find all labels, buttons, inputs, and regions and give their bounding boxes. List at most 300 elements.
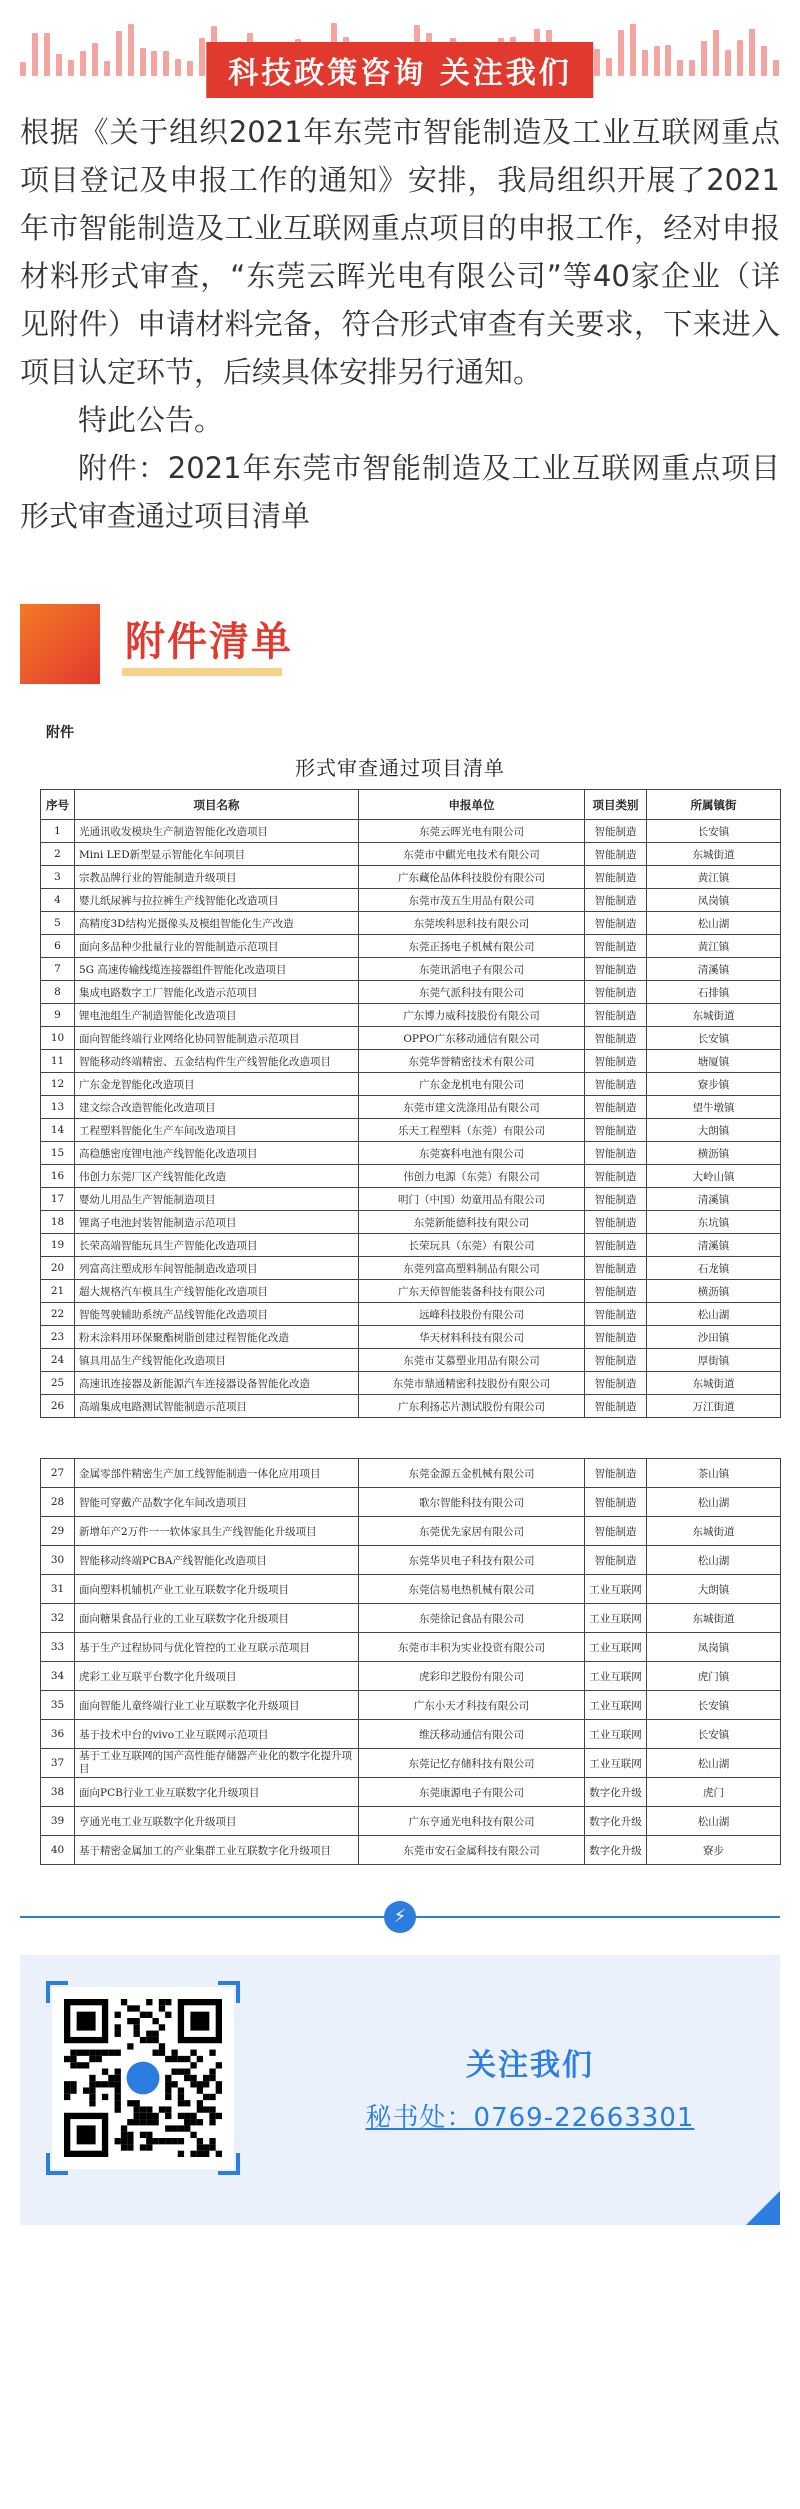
table-cell: 37 — [41, 1749, 75, 1778]
corner-accent — [746, 2191, 780, 2225]
table-row — [41, 1604, 781, 1633]
table-cell: 光通讯收发模块生产制造智能化改造项目 — [75, 820, 359, 843]
table-cell: 27 — [41, 1459, 75, 1488]
table-row — [41, 1280, 781, 1303]
table-row — [41, 981, 781, 1004]
divider — [0, 1887, 800, 1947]
table-cell: 东城街道 — [647, 1372, 781, 1395]
table-cell: 东莞记忆存储科技有限公司 — [359, 1749, 585, 1778]
table-cell: 16 — [41, 1165, 75, 1188]
table-cell: 面向多品种少批量行业的智能制造示范项目 — [75, 935, 359, 958]
table-cell: 大朗镇 — [647, 1119, 781, 1142]
decorative-bar — [175, 59, 181, 76]
header-banner — [0, 0, 800, 100]
table-cell: 东城街道 — [647, 1517, 781, 1546]
table-cell: 21 — [41, 1280, 75, 1303]
table-row — [41, 912, 781, 935]
table-cell: 32 — [41, 1604, 75, 1633]
table-cell: 东莞市鼎通精密科技股份有限公司 — [359, 1372, 585, 1395]
table-cell: 维沃移动通信有限公司 — [359, 1720, 585, 1749]
table-cell: 智能制造 — [585, 1027, 647, 1050]
table-row — [41, 1749, 781, 1778]
table-cell: 横沥镇 — [647, 1280, 781, 1303]
table-cell: 7 — [41, 958, 75, 981]
table-cell: 智能制造 — [585, 1073, 647, 1096]
table-cell: 20 — [41, 1257, 75, 1280]
table-cell: 锂电池组生产制造智能化改造项目 — [75, 1004, 359, 1027]
section-title: 附件清单 — [125, 619, 293, 665]
table-row — [41, 1188, 781, 1211]
table-cell: 24 — [41, 1349, 75, 1372]
decorative-bar — [80, 51, 86, 76]
table-cell: 东莞华誉精密技术有限公司 — [359, 1050, 585, 1073]
table-cell: 5G 高速传输线缆连接器组件智能化改造项目 — [75, 958, 359, 981]
table-cell: 28 — [41, 1488, 75, 1517]
table-cell: 智能移动终端精密、五金结构件生产线智能化改造项目 — [75, 1050, 359, 1073]
table-cell: 高速讯连接器及新能源汽车连接器设备智能化改造 — [75, 1372, 359, 1395]
table-cell: 工业互联网 — [585, 1691, 647, 1720]
table-cell: 22 — [41, 1303, 75, 1326]
table-cell: 金属零部件精密生产加工线智能制造一体化应用项目 — [75, 1459, 359, 1488]
table-cell: 东莞信易电热机械有限公司 — [359, 1575, 585, 1604]
table-cell: 广东藏伦品体科技股份有限公司 — [359, 866, 585, 889]
table-cell: 智能制造 — [585, 958, 647, 981]
table-cell: 东莞市中麒光电技术有限公司 — [359, 843, 585, 866]
notice-line: 特此公告。 — [78, 403, 224, 437]
table-cell: 广东利扬芯片测试股份有限公司 — [359, 1395, 585, 1418]
table-cell: 高稳態密度锂电池产线智能化改造项目 — [75, 1142, 359, 1165]
table-cell: 松山湖 — [647, 1303, 781, 1326]
table-cell: 智能制造 — [585, 1234, 647, 1257]
table-cell: 智能制造 — [585, 1165, 647, 1188]
table-row — [41, 1778, 781, 1807]
table-cell: 东莞徐记食品有限公司 — [359, 1604, 585, 1633]
table-row — [41, 866, 781, 889]
table-cell: 智能制造 — [585, 1546, 647, 1575]
table-cell: 亨通光电工业互联数字化升级项目 — [75, 1807, 359, 1836]
table-cell: 长安镇 — [647, 1691, 781, 1720]
table-row — [41, 1691, 781, 1720]
table-row — [41, 1165, 781, 1188]
table-cell: 智能制造 — [585, 1211, 647, 1234]
table-cell: 东莞市安石金属科技有限公司 — [359, 1836, 585, 1865]
table-cell: 工程塑料智能化生产车间改造项目 — [75, 1119, 359, 1142]
table-cell: 智能驾驶辅助系统产品线智能化改造项目 — [75, 1303, 359, 1326]
table-cell: 长安镇 — [647, 820, 781, 843]
heading-underline — [122, 668, 282, 676]
decorative-bar — [737, 40, 743, 76]
column-header: 项目名称 — [75, 790, 359, 820]
table-cell: 东莞市艾慕塑业用品有限公司 — [359, 1349, 585, 1372]
table-cell: 工业互联网 — [585, 1633, 647, 1662]
table-cell: 40 — [41, 1836, 75, 1865]
table-cell: 智能制造 — [585, 866, 647, 889]
table-cell: 东莞康源电子有限公司 — [359, 1778, 585, 1807]
table-cell: 智能制造 — [585, 935, 647, 958]
decorative-bar — [630, 24, 636, 76]
project-table-continued — [40, 1458, 781, 1865]
table-cell: 23 — [41, 1326, 75, 1349]
table-cell: 智能制造 — [585, 1257, 647, 1280]
decorative-bar — [163, 51, 169, 76]
table-cell: 大朗镇 — [647, 1575, 781, 1604]
table-cell: 长荣高端智能玩具生产智能化改造项目 — [75, 1234, 359, 1257]
attachment-label: 附件 — [46, 725, 74, 741]
project-table — [40, 789, 781, 1418]
table-cell: 沙田镇 — [647, 1326, 781, 1349]
decorative-bar — [20, 62, 26, 76]
table-cell: 婴儿纸尿裤与拉拉裤生产线智能化改造项目 — [75, 889, 359, 912]
table-cell: 东城街道 — [647, 1004, 781, 1027]
table-cell: 智能制造 — [585, 1326, 647, 1349]
table-cell: 工业互联网 — [585, 1662, 647, 1691]
table-cell: 智能制造 — [585, 1280, 647, 1303]
table-row — [41, 1836, 781, 1865]
table-cell: 智能制造 — [585, 1349, 647, 1372]
table-cell: 5 — [41, 912, 75, 935]
table-cell: 39 — [41, 1807, 75, 1836]
table-row — [41, 1027, 781, 1050]
table-cell: 厚街镇 — [647, 1349, 781, 1372]
table-cell: 伟创力电源（东莞）有限公司 — [359, 1165, 585, 1188]
table-cell: 松山湖 — [647, 1749, 781, 1778]
table-cell: 11 — [41, 1050, 75, 1073]
table-cell: 广东天倬智能装备科技有限公司 — [359, 1280, 585, 1303]
intro-paragraph: 根据《关于组织2021年东莞市智能制造及工业互联网重点项目登记及申报工作的通知》安排，我局组织开展了2021年市智能制造及工业互联网重点项目的申报工作，经对申报材料形式审查，“东莞云晖光电有限公司”等40家企业（详见附件）申请材料完备，符合形式审查有关要求，下来进入项目认定环节，后续具体安排另行通知。 — [20, 115, 780, 389]
table-cell: 31 — [41, 1575, 75, 1604]
table-cell: 智能制造 — [585, 1096, 647, 1119]
table-cell: 智能可穿戴产品数字化车间改造项目 — [75, 1488, 359, 1517]
decorative-bar — [773, 60, 779, 76]
table-row — [41, 1050, 781, 1073]
table-cell: 智能制造 — [585, 1517, 647, 1546]
table-cell: 松山湖 — [647, 1807, 781, 1836]
table-cell: 东莞埃科思科技有限公司 — [359, 912, 585, 935]
decorative-bar — [151, 51, 157, 76]
table-cell: 数字化升级 — [585, 1778, 647, 1807]
table-cell: 智能制造 — [585, 1119, 647, 1142]
table-cell: 26 — [41, 1395, 75, 1418]
column-header: 项目类别 — [585, 790, 647, 820]
table-row — [41, 935, 781, 958]
table-cell: 婴幼儿用品生产智能制造项目 — [75, 1188, 359, 1211]
table-row — [41, 820, 781, 843]
table-cell: 33 — [41, 1633, 75, 1662]
column-header: 申报单位 — [359, 790, 585, 820]
table-cell: OPPO广东移动通信有限公司 — [359, 1027, 585, 1050]
decorative-bar — [606, 58, 612, 76]
table-cell: 超大规格汽车模具生产线智能化改造项目 — [75, 1280, 359, 1303]
table-cell: 明门（中国）幼童用品有限公司 — [359, 1188, 585, 1211]
table-row — [41, 1459, 781, 1488]
table-cell: 东莞列富高塑料制品有限公司 — [359, 1257, 585, 1280]
table-cell: 10 — [41, 1027, 75, 1050]
table-cell: 虎彩印艺股份有限公司 — [359, 1662, 585, 1691]
table-cell: 12 — [41, 1073, 75, 1096]
table-cell: 新增年产2万件一一软体家具生产线智能化升级项目 — [75, 1517, 359, 1546]
decorative-bar — [654, 46, 660, 76]
table-cell: 智能制造 — [585, 981, 647, 1004]
table-row — [41, 1720, 781, 1749]
table-cell: 智能制造 — [585, 1303, 647, 1326]
table-cell: 松山湖 — [647, 1546, 781, 1575]
table-cell: 长荣玩具（东莞）有限公司 — [359, 1234, 585, 1257]
table-cell: 建文综合改造智能化改造项目 — [75, 1096, 359, 1119]
table-cell: 东莞讯滔电子有限公司 — [359, 958, 585, 981]
table-cell: 8 — [41, 981, 75, 1004]
qr-code-icon[interactable] — [64, 1999, 222, 2157]
table-cell: 36 — [41, 1720, 75, 1749]
table-row — [41, 958, 781, 981]
attachment-document — [20, 722, 780, 1865]
table-row — [41, 1234, 781, 1257]
table-cell: 2 — [41, 843, 75, 866]
table-cell: 大岭山镇 — [647, 1165, 781, 1188]
section-heading — [0, 584, 800, 694]
table-cell: 长安镇 — [647, 1027, 781, 1050]
decorative-bar — [749, 29, 755, 76]
table-cell: 基于生产过程协同与优化管控的工业互联示范项目 — [75, 1633, 359, 1662]
qr-frame — [52, 1987, 234, 2169]
table-cell: 3 — [41, 866, 75, 889]
decorative-bar — [642, 50, 648, 76]
decorative-bar — [92, 43, 98, 76]
table-cell: 高精度3D结构光摄像头及模组智能化生产改造 — [75, 912, 359, 935]
secretariat-phone-link[interactable]: 秘书处：0769-22663301 — [365, 2103, 695, 2133]
decorative-bar — [56, 54, 62, 76]
table-cell: 乐天工程塑料（东莞）有限公司 — [359, 1119, 585, 1142]
table-cell: 基于精密金属加工的产业集群工业互联数字化升级项目 — [75, 1836, 359, 1865]
table-cell: 工业互联网 — [585, 1720, 647, 1749]
decorative-bar — [140, 48, 146, 76]
table-cell: 4 — [41, 889, 75, 912]
table-cell: 清溪镇 — [647, 1188, 781, 1211]
table-cell: 东莞正扬电子机械有限公司 — [359, 935, 585, 958]
decorative-bar — [594, 49, 600, 76]
table-cell: 34 — [41, 1662, 75, 1691]
table-cell: 东莞云晖光电有限公司 — [359, 820, 585, 843]
table-cell: 虎彩工业互联平台数字化升级项目 — [75, 1662, 359, 1691]
table-row — [41, 1395, 781, 1418]
table-cell: 35 — [41, 1691, 75, 1720]
table-row — [41, 1257, 781, 1280]
intro-text — [0, 100, 800, 540]
table-cell: 38 — [41, 1778, 75, 1807]
table-cell: 17 — [41, 1188, 75, 1211]
decorative-bar — [665, 45, 671, 76]
lightning-icon: ⚡ — [384, 1901, 416, 1933]
table-cell: 智能制造 — [585, 1488, 647, 1517]
table-cell: 集成电路数字工厂智能化改造示范项目 — [75, 981, 359, 1004]
table-cell: 智能制造 — [585, 1459, 647, 1488]
table-cell: 虎门 — [647, 1778, 781, 1807]
column-header: 序号 — [41, 790, 75, 820]
table-row — [41, 1096, 781, 1119]
table-row — [41, 1546, 781, 1575]
table-cell: 东坑镇 — [647, 1211, 781, 1234]
table-row — [41, 1807, 781, 1836]
table-cell: 数字化升级 — [585, 1807, 647, 1836]
table-row — [41, 1349, 781, 1372]
table-cell: 基于技术中台的vivo工业互联网示范项目 — [75, 1720, 359, 1749]
decorative-bar — [44, 33, 50, 76]
table-cell: 伟创力东莞厂区产线智能化改造 — [75, 1165, 359, 1188]
table-cell: 歌尔智能科技有限公司 — [359, 1488, 585, 1517]
table-cell: 黄江镇 — [647, 866, 781, 889]
decorative-bar — [116, 31, 122, 76]
table-cell: 25 — [41, 1372, 75, 1395]
table-row — [41, 889, 781, 912]
table-cell: 广东金龙智能化改造项目 — [75, 1073, 359, 1096]
table-row — [41, 1633, 781, 1662]
table-cell: 15 — [41, 1142, 75, 1165]
table-cell: 面向智能终端行业网络化协同智能制造示范项目 — [75, 1027, 359, 1050]
table-row — [41, 1488, 781, 1517]
table-cell: 东莞市建文洗涤用品有限公司 — [359, 1096, 585, 1119]
decorative-bar — [32, 33, 38, 76]
table-cell: 智能制造 — [585, 889, 647, 912]
table-cell: 东莞新能德科技有限公司 — [359, 1211, 585, 1234]
table-cell: 东城街道 — [647, 1604, 781, 1633]
table-cell: 塘厦镇 — [647, 1050, 781, 1073]
table-cell: 面向糖果食品行业的工业互联数字化升级项目 — [75, 1604, 359, 1633]
table-cell: 智能制造 — [585, 1004, 647, 1027]
table-cell: 工业互联网 — [585, 1575, 647, 1604]
table-body — [41, 820, 781, 1418]
table-row — [41, 1575, 781, 1604]
table-cell: 虎门镇 — [647, 1662, 781, 1691]
table-cell: 东莞市茂五生用品有限公司 — [359, 889, 585, 912]
table-cell: 万江街道 — [647, 1395, 781, 1418]
table-row — [41, 1119, 781, 1142]
table-cell: 13 — [41, 1096, 75, 1119]
table-cell: 18 — [41, 1211, 75, 1234]
table-cell: 寮步 — [647, 1836, 781, 1865]
table-cell: 6 — [41, 935, 75, 958]
table-cell: 镇具用品生产线智能化改造项目 — [75, 1349, 359, 1372]
table-cell: 广东亨通光电科技有限公司 — [359, 1807, 585, 1836]
table-cell: 智能制造 — [585, 1142, 647, 1165]
table-cell: 面向塑料机辅机产业工业互联数字化升级项目 — [75, 1575, 359, 1604]
decorative-bar — [761, 46, 767, 76]
table-cell: 工业互联网 — [585, 1604, 647, 1633]
decorative-bar — [187, 61, 193, 76]
table-body-continued — [41, 1459, 781, 1865]
table-cell: 智能制造 — [585, 1050, 647, 1073]
table-cell: 松山湖 — [647, 912, 781, 935]
table-cell: 基于工业互联网的国产高性能存储器产业化的数字化提升项目 — [75, 1749, 359, 1778]
table-cell: 工业互联网 — [585, 1749, 647, 1778]
decorative-bar — [701, 41, 707, 76]
table-cell: 广东金龙机电有限公司 — [359, 1073, 585, 1096]
table-cell: 广东博力威科技股份有限公司 — [359, 1004, 585, 1027]
table-cell: 面向智能儿童终端行业工业互联数字化升级项目 — [75, 1691, 359, 1720]
table-cell: 列富高注塑成形车间智能制造改造项目 — [75, 1257, 359, 1280]
banner-title: 科技政策咨询 关注我们 — [206, 42, 593, 98]
table-cell: 东莞优先家居有限公司 — [359, 1517, 585, 1546]
table-cell: 高端集成电路测试智能制造示范项目 — [75, 1395, 359, 1418]
table-cell: 东莞市丰积为实业投资有限公司 — [359, 1633, 585, 1662]
table-cell: 锂离子电池封装智能制造示范项目 — [75, 1211, 359, 1234]
table-cell: 清溪镇 — [647, 1234, 781, 1257]
decorative-bar — [68, 60, 74, 76]
table-cell: Mini LED新型显示智能化车间项目 — [75, 843, 359, 866]
table-row — [41, 1372, 781, 1395]
table-row — [41, 1142, 781, 1165]
table-cell: 长安镇 — [647, 1720, 781, 1749]
table-cell: 横沥镇 — [647, 1142, 781, 1165]
table-row — [41, 1517, 781, 1546]
table-row — [41, 1004, 781, 1027]
document-title: 形式审查通过项目清单 — [295, 756, 505, 780]
table-cell: 智能制造 — [585, 1372, 647, 1395]
table-cell: 智能制造 — [585, 1395, 647, 1418]
table-cell: 凤岗镇 — [647, 889, 781, 912]
decorative-bar — [677, 60, 683, 76]
decorative-bar — [199, 38, 205, 76]
decorative-bar — [689, 60, 695, 76]
table-cell: 望牛墩镇 — [647, 1096, 781, 1119]
table-cell: 寮步镇 — [647, 1073, 781, 1096]
table-cell: 14 — [41, 1119, 75, 1142]
table-cell: 华天材料科技有限公司 — [359, 1326, 585, 1349]
column-header: 所属镇街 — [647, 790, 781, 820]
table-header-row — [41, 790, 781, 820]
table-cell: 智能制造 — [585, 820, 647, 843]
heading-accent-square — [20, 604, 100, 684]
table-cell: 数字化升级 — [585, 1836, 647, 1865]
table-cell: 石排镇 — [647, 981, 781, 1004]
table-cell: 凤岗镇 — [647, 1633, 781, 1662]
table-row — [41, 1326, 781, 1349]
table-cell: 茶山镇 — [647, 1459, 781, 1488]
table-row — [41, 1662, 781, 1691]
table-cell: 粉末涂料用环保聚酯树脂创建过程智能化改造 — [75, 1326, 359, 1349]
table-cell: 智能制造 — [585, 912, 647, 935]
table-cell: 面向PCB行业工业互联数字化升级项目 — [75, 1778, 359, 1807]
follow-card — [20, 1955, 780, 2225]
table-cell: 远峰科技股份有限公司 — [359, 1303, 585, 1326]
attachment-line: 附件：2021年东莞市智能制造及工业互联网重点项目形式审查通过项目清单 — [20, 451, 780, 533]
table-cell: 东莞赛科电池有限公司 — [359, 1142, 585, 1165]
table-cell: 智能制造 — [585, 1188, 647, 1211]
table-cell: 石龙镇 — [647, 1257, 781, 1280]
table-cell: 1 — [41, 820, 75, 843]
table-cell: 29 — [41, 1517, 75, 1546]
table-row — [41, 1073, 781, 1096]
table-row — [41, 1211, 781, 1234]
table-cell: 30 — [41, 1546, 75, 1575]
table-cell: 智能移动终端PCBA产线智能化改造项目 — [75, 1546, 359, 1575]
decorative-bar — [128, 24, 134, 76]
table-cell: 黄江镇 — [647, 935, 781, 958]
table-cell: 松山湖 — [647, 1488, 781, 1517]
decorative-bar — [618, 30, 624, 76]
table-row — [41, 843, 781, 866]
table-cell: 清溪镇 — [647, 958, 781, 981]
table-cell: 东莞金源五金机械有限公司 — [359, 1459, 585, 1488]
table-cell: 9 — [41, 1004, 75, 1027]
decorative-bar — [725, 50, 731, 76]
decorative-bar — [713, 30, 719, 76]
table-cell: 东莞华贝电子科技有限公司 — [359, 1546, 585, 1575]
table-cell: 东莞气派科技有限公司 — [359, 981, 585, 1004]
table-cell: 19 — [41, 1234, 75, 1257]
table-cell: 智能制造 — [585, 843, 647, 866]
table-cell: 广东小天才科技有限公司 — [359, 1691, 585, 1720]
follow-title: 关注我们 — [466, 2048, 594, 2083]
table-cell: 宗教品牌行业的智能制造升级项目 — [75, 866, 359, 889]
